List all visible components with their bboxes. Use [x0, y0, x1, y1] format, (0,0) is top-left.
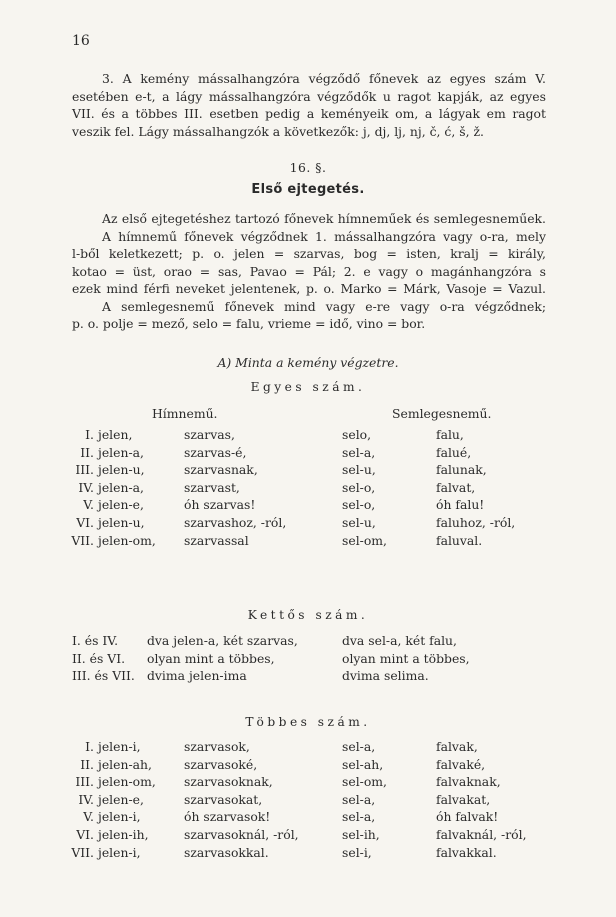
- croatian-masc-column: [98, 426, 156, 549]
- hungarian-form: szarvas,: [184, 427, 235, 442]
- hungarian-form: óh falu!: [436, 497, 485, 513]
- croatian-form: sel-u,: [342, 514, 376, 530]
- croatian-form: sel-i,: [342, 844, 372, 860]
- hungarian-form: falvak,: [436, 739, 478, 754]
- hungarian-masc-column: [184, 426, 286, 549]
- croatian-form: jelen-i,: [98, 739, 141, 754]
- case-number: IV.: [78, 479, 94, 495]
- hungarian-form: óh falvak!: [436, 809, 499, 825]
- case-number: V.: [83, 809, 94, 825]
- dual-neut-form: dva sel-a, két falu,: [342, 633, 457, 648]
- croatian-form: jelen-u,: [98, 514, 145, 530]
- masculine-header: Hímnemű.: [152, 406, 218, 421]
- hungarian-form: falvaknak,: [436, 774, 501, 790]
- case-number: VII.: [71, 532, 94, 548]
- section-line: A semlegesnemű főnevek mind vagy e-re vagy o-ra végződnek;: [102, 298, 546, 314]
- croatian-form: sel-u,: [342, 462, 376, 478]
- hungarian-masc-column: [184, 738, 299, 861]
- case-number: II.: [80, 756, 94, 772]
- intro-line: esetében e-t, a lágy mássalhangzóra végződők u ragot kapják, az egyes: [72, 88, 546, 104]
- dual-masc-form: olyan mint a többes,: [147, 650, 275, 666]
- hungarian-form: szarvas-é,: [184, 444, 247, 460]
- dual-neut-form: olyan mint a többes,: [342, 650, 470, 666]
- croatian-form: sel-a,: [342, 444, 376, 460]
- hungarian-form: szarvasoknak,: [184, 774, 273, 790]
- hungarian-form: szarvasok,: [184, 739, 250, 754]
- case-number: VI.: [76, 514, 94, 530]
- hungarian-neut-column: [436, 738, 527, 861]
- case-number: I.: [85, 427, 94, 442]
- hungarian-form: falvat,: [436, 479, 476, 495]
- croatian-neut-column: [342, 738, 387, 861]
- dual-masc-form: dvima jelen-ima: [147, 668, 247, 684]
- croatian-form: jelen-ih,: [98, 826, 149, 842]
- croatian-form: jelen-e,: [98, 791, 144, 807]
- hungarian-form: szarvasokat,: [184, 791, 263, 807]
- croatian-form: sel-o,: [342, 497, 376, 513]
- dual-case-column: [72, 632, 135, 685]
- croatian-form: jelen-om,: [98, 774, 156, 790]
- singular-header: Egyes szám.: [250, 380, 366, 394]
- example-title: A) Minta a kemény végzetre.: [217, 355, 399, 370]
- section-line: ezek mind férfi neveket jelentenek, p. o. Marko = Márk, Vasoje = Vazul.: [72, 281, 546, 296]
- intro-line: veszik fel. Lágy mássalhangzók a következők: j, dj, lj, nj, č, ć, š, ž.: [72, 123, 484, 139]
- section-number: 16. §.: [289, 160, 327, 175]
- case-number: III. és VII.: [72, 668, 135, 684]
- case-number: I. és IV.: [72, 633, 119, 648]
- case-number: II. és VI.: [72, 650, 126, 666]
- section-line: A hímnemű főnevek végződnek 1. mássalhangzóra vagy o-ra, mely: [102, 228, 546, 244]
- case-number: VI.: [76, 826, 94, 842]
- croatian-form: jelen-i,: [98, 809, 141, 825]
- dual-header: Kettős szám.: [247, 608, 369, 622]
- croatian-form: sel-ah,: [342, 756, 384, 772]
- hungarian-form: szarvashoz, -ról,: [184, 514, 287, 530]
- case-number: I.: [85, 739, 94, 754]
- section-line: kotao = üst, orao = sas, Pavao = Pál; 2. e vagy o magánhangzóra s: [72, 263, 546, 279]
- croatian-form: jelen-u,: [98, 462, 145, 478]
- hungarian-form: szarvast,: [184, 479, 240, 495]
- case-number: III.: [75, 774, 94, 790]
- croatian-form: sel-a,: [342, 791, 376, 807]
- hungarian-form: óh szarvas!: [184, 497, 256, 513]
- croatian-neut-column: [342, 426, 387, 549]
- case-number-column: [68, 426, 94, 549]
- hungarian-form: faluval.: [436, 532, 483, 548]
- section-title: Első ejtegetés.: [251, 182, 365, 197]
- croatian-masc-column: [98, 738, 156, 861]
- section-paragraph: [72, 210, 546, 333]
- hungarian-form: falvaké,: [436, 756, 486, 772]
- section-line: p. o. polje = mező, selo = falu, vrieme = idő, vino = bor.: [72, 316, 426, 331]
- dual-masc-form: dva jelen-a, két szarvas,: [147, 633, 298, 648]
- croatian-form: jelen,: [98, 427, 133, 442]
- croatian-form: jelen-a,: [98, 444, 144, 460]
- croatian-form: sel-om,: [342, 774, 387, 790]
- hungarian-form: falué,: [436, 444, 472, 460]
- section-line: l-ből keletkezett; p. o. jelen = szarvas, bog = isten, kralj = király,: [72, 246, 546, 261]
- croatian-form: jelen-om,: [98, 532, 156, 548]
- hungarian-form: falunak,: [436, 462, 487, 478]
- croatian-form: jelen-i,: [98, 844, 141, 860]
- case-number-column: [68, 738, 94, 861]
- hungarian-form: falvaknál, -ról,: [436, 826, 527, 842]
- hungarian-form: szarvasoknál, -ról,: [184, 826, 299, 842]
- croatian-form: jelen-a,: [98, 479, 144, 495]
- hungarian-form: falvakkal.: [436, 844, 497, 860]
- hungarian-neut-column: [436, 426, 515, 549]
- case-number: IV.: [78, 791, 94, 807]
- croatian-form: jelen-e,: [98, 497, 144, 513]
- intro-paragraph: [72, 70, 546, 140]
- hungarian-form: szarvasokkal.: [184, 844, 269, 860]
- plural-header: Többes szám.: [245, 715, 371, 729]
- neuter-header: Semlegesnemű.: [392, 406, 492, 421]
- case-number: II.: [80, 444, 94, 460]
- intro-line: VII. és a többes III. esetben pedig a keményeik om, a lágyak em ragot: [72, 106, 546, 121]
- croatian-form: selo,: [342, 427, 372, 442]
- dual-neut-column: [342, 632, 470, 685]
- croatian-form: jelen-ah,: [98, 756, 152, 772]
- croatian-form: sel-ih,: [342, 826, 380, 842]
- hungarian-form: falvakat,: [436, 791, 491, 807]
- case-number: III.: [75, 462, 94, 478]
- hungarian-form: óh szarvasok!: [184, 809, 271, 825]
- hungarian-form: faluhoz, -ról,: [436, 514, 516, 530]
- hungarian-form: falu,: [436, 427, 464, 442]
- intro-line: 3. A kemény mássalhangzóra végződő főnevek az egyes szám V.: [102, 71, 546, 86]
- section-line: Az első ejtegetéshez tartozó főnevek hímneműek és semlegesneműek.: [102, 211, 546, 226]
- croatian-form: sel-o,: [342, 479, 376, 495]
- case-number: VII.: [71, 844, 94, 860]
- hungarian-form: szarvasnak,: [184, 462, 258, 478]
- hungarian-form: szarvasoké,: [184, 756, 258, 772]
- croatian-form: sel-om,: [342, 532, 387, 548]
- croatian-form: sel-a,: [342, 739, 376, 754]
- croatian-form: sel-a,: [342, 809, 376, 825]
- dual-masc-column: [147, 632, 298, 685]
- page-number: 16: [72, 33, 90, 49]
- hungarian-form: szarvassal: [184, 532, 249, 548]
- dual-neut-form: dvima selima.: [342, 668, 429, 684]
- case-number: V.: [83, 497, 94, 513]
